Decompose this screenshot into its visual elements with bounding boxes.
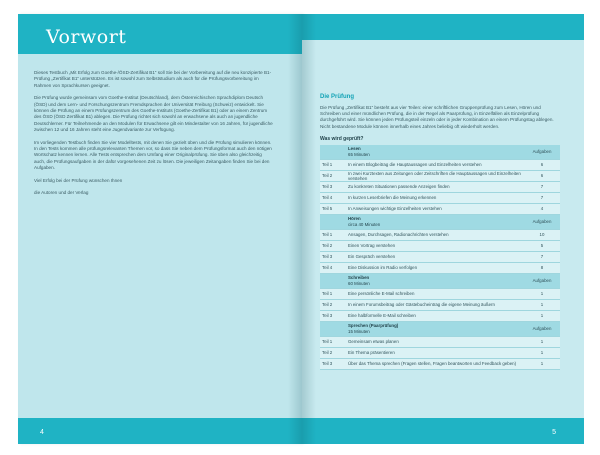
table-row bbox=[320, 336, 560, 347]
foreword-paragraph: Die Prüfung wurde gemeinsam vom Goethe-Institut (Deutschland), dem Österreichischen Sprachdiplom Deutsch (ÖSD) und dem Lern- und Forschungszentrum Fremdsprachen der Universität Freiburg (Schweiz) entwickelt. Sie können die Prüfung an einem Prüfungszentrum des Goethe-Instituts (Goethe-Zertifikat B1) oder an einem Zentrum des ÖSD (ÖSD Zertifikat B1) ablegen. Die Prüfung richtet sich sowohl an erwachsene als auch an jugendliche Deutschlerner. Für Teilnehmende an den Modulen für Erwachsene gilt ein Mindestalter von 16 Jahren, für jugendliche zwischen 12 und 16 Jahren steht eine Jugendvariante zur Verfügung. bbox=[34, 95, 273, 133]
task-count: 1 bbox=[524, 288, 560, 299]
task-count: 10 bbox=[524, 229, 560, 240]
section-name: Lesen bbox=[348, 146, 361, 152]
task-part: Teil 2 bbox=[320, 240, 346, 251]
table-row bbox=[320, 251, 560, 262]
table-row bbox=[320, 288, 560, 299]
task-description: Über das Thema sprechen (Fragen stellen, Fragen beantworten und Feedback geben) bbox=[346, 358, 524, 369]
count-column-label: Aufgaben bbox=[524, 273, 560, 288]
page-title: Vorwort bbox=[46, 26, 127, 48]
section-name: Sprechen (Paarprüfung) bbox=[348, 323, 399, 329]
task-part: Teil 1 bbox=[320, 288, 346, 299]
task-part: Teil 1 bbox=[320, 229, 346, 240]
task-part: Teil 3 bbox=[320, 358, 346, 369]
top-banner bbox=[302, 14, 584, 40]
section-duration: 65 Minuten bbox=[348, 151, 370, 157]
task-description: Eine Diskussion im Radio verfolgen bbox=[346, 262, 524, 273]
bottom-banner bbox=[302, 418, 584, 444]
section-name-cell bbox=[346, 321, 524, 336]
page-number: 5 bbox=[552, 429, 556, 436]
table-section-row bbox=[320, 273, 560, 288]
section-spacer-cell bbox=[320, 214, 346, 229]
task-description: Eine halbformelle E-Mail schreiben bbox=[346, 310, 524, 321]
task-part: Teil 2 bbox=[320, 347, 346, 358]
section-name: Schreiben bbox=[348, 275, 370, 281]
table-section-row bbox=[320, 145, 560, 160]
task-count: 1 bbox=[524, 336, 560, 347]
task-description: In Anweisungen wichtige Einzelheiten verstehen bbox=[346, 203, 524, 214]
bottom-banner bbox=[18, 418, 302, 444]
task-description: Gemeinsam etwas planen bbox=[346, 336, 524, 347]
task-count: 7 bbox=[524, 192, 560, 203]
task-count: 4 bbox=[524, 203, 560, 214]
count-column-label: Aufgaben bbox=[524, 214, 560, 229]
task-description: Eine persönliche E-Mail schreiben bbox=[346, 288, 524, 299]
exam-table-body bbox=[320, 145, 560, 370]
table-section-row bbox=[320, 214, 560, 229]
page-number: 4 bbox=[40, 429, 44, 436]
section-duration: circa 40 Minuten bbox=[348, 221, 381, 227]
task-description: Ansagen, Durchsagen, Radionachrichten verstehen bbox=[346, 229, 524, 240]
table-row bbox=[320, 229, 560, 240]
exam-structure-table bbox=[320, 145, 560, 370]
section-duration: 15 Minuten bbox=[348, 328, 370, 334]
count-column-label: Aufgaben bbox=[524, 321, 560, 336]
right-page bbox=[302, 14, 584, 444]
task-part: Teil 4 bbox=[320, 262, 346, 273]
table-row bbox=[320, 310, 560, 321]
table-row bbox=[320, 170, 560, 181]
task-part: Teil 1 bbox=[320, 159, 346, 170]
table-row bbox=[320, 347, 560, 358]
section-name-cell bbox=[346, 214, 524, 229]
task-description: Einen Vortrag verstehen bbox=[346, 240, 524, 251]
task-count: 7 bbox=[524, 181, 560, 192]
task-part: Teil 1 bbox=[320, 336, 346, 347]
count-column-label: Aufgaben bbox=[524, 145, 560, 160]
task-part: Teil 2 bbox=[320, 170, 346, 181]
section-spacer-cell bbox=[320, 145, 346, 160]
table-row bbox=[320, 358, 560, 369]
section-name-cell bbox=[346, 273, 524, 288]
task-count: 6 bbox=[524, 159, 560, 170]
task-part: Teil 4 bbox=[320, 192, 346, 203]
task-description: In einem Blogbeitrag die Hauptaussagen und Einzelheiten verstehen bbox=[346, 159, 524, 170]
task-count: 6 bbox=[524, 170, 560, 181]
task-description: Zu konkreten Situationen passende Anzeigen finden bbox=[346, 181, 524, 192]
table-row bbox=[320, 299, 560, 310]
left-page bbox=[18, 14, 302, 444]
task-description: In kurzen Leserbriefen die Meinung erkennen bbox=[346, 192, 524, 203]
signature-line: die Autoren und der Verlag bbox=[34, 190, 89, 196]
foreword-text bbox=[34, 70, 274, 203]
intro-paragraph: Die Prüfung „Zertifikat B1“ besteht aus vier Teilen: einer schriftlichen Gruppenprüfung zum Lesen, Hören und Schreiben und einer mündlichen Prüfung, die in der Regel als Paarprüfung, in Einzelfällen als Einzelprüfung durchgeführt wird. Sie können jeden Prüfungsteil einzeln oder in jeder Kombination an einem Prüfungstag ablegen. Nicht bestandene Module können innerhalb eines Jahres beliebig oft wiederholt werden. bbox=[320, 105, 554, 129]
task-count: 1 bbox=[524, 299, 560, 310]
closing-greeting: Viel Erfolg bei der Prüfung wünschen Ihnen bbox=[34, 177, 123, 183]
task-part: Teil 3 bbox=[320, 310, 346, 321]
foreword-paragraph: Dieses Testbuch „Mit Erfolg zum Goethe-/ÖSD-Zertifikat B1“ soll Sie bei der Vorbereitung auf die neu konzipierte B1-Prüfung „Zertifikat B1“ unterstützen. Es ist sowohl zum Selbststudium als auch für die Prüfungsvorbereitung im Rahmen von Sprachkursen geeignet. bbox=[34, 70, 272, 88]
table-row bbox=[320, 192, 560, 203]
table-row bbox=[320, 159, 560, 170]
task-count: 1 bbox=[524, 347, 560, 358]
table-row bbox=[320, 262, 560, 273]
section-duration: 60 Minuten bbox=[348, 280, 370, 286]
task-count: 8 bbox=[524, 262, 560, 273]
task-part: Teil 5 bbox=[320, 203, 346, 214]
task-description: Ein Gespräch verstehen bbox=[346, 251, 524, 262]
section-heading: Die Prüfung bbox=[320, 94, 354, 100]
task-description: In einem Forumsbeitrag oder Gästebucheintrag die eigene Meinung äußern bbox=[346, 299, 524, 310]
exam-overview bbox=[320, 94, 562, 370]
task-count: 1 bbox=[524, 310, 560, 321]
section-name-cell bbox=[346, 145, 524, 160]
table-section-row bbox=[320, 321, 560, 336]
table-subheading: Was wird geprüft? bbox=[320, 135, 364, 142]
task-part: Teil 3 bbox=[320, 181, 346, 192]
table-row bbox=[320, 203, 560, 214]
task-count: 7 bbox=[524, 251, 560, 262]
foreword-paragraph: Im vorliegenden Testbuch finden Sie vier Modelltests, mit denen Sie gezielt üben und die Prüfung simulieren können. In den Tests kommen alle prüfungsrelevanten Themen vor, so dass Sie neben dem Prüfungsformat auch den nötigen Wortschatz kennen lernen. Alle Tests entsprechen dem Umfang einer Originalprüfung. Sie üben also gleichzeitig auch, die Prüfungsaufgaben in der dafür vorgesehenen Zeit zu lösen. Die jeweiligen Zeitangaben finden Sie bei den Aufgaben. bbox=[34, 139, 272, 171]
task-count: 1 bbox=[524, 358, 560, 369]
task-part: Teil 3 bbox=[320, 251, 346, 262]
task-description: In zwei Kurztexten aus Zeitungen oder Zeitschriften die Hauptaussagen und Einzelheiten verstehen bbox=[346, 170, 524, 181]
task-part: Teil 2 bbox=[320, 299, 346, 310]
task-count: 5 bbox=[524, 240, 560, 251]
table-row bbox=[320, 240, 560, 251]
section-spacer-cell bbox=[320, 273, 346, 288]
section-spacer-cell bbox=[320, 321, 346, 336]
task-description: Ein Thema präsentieren bbox=[346, 347, 524, 358]
section-name: Hören bbox=[348, 216, 361, 222]
table-row bbox=[320, 181, 560, 192]
